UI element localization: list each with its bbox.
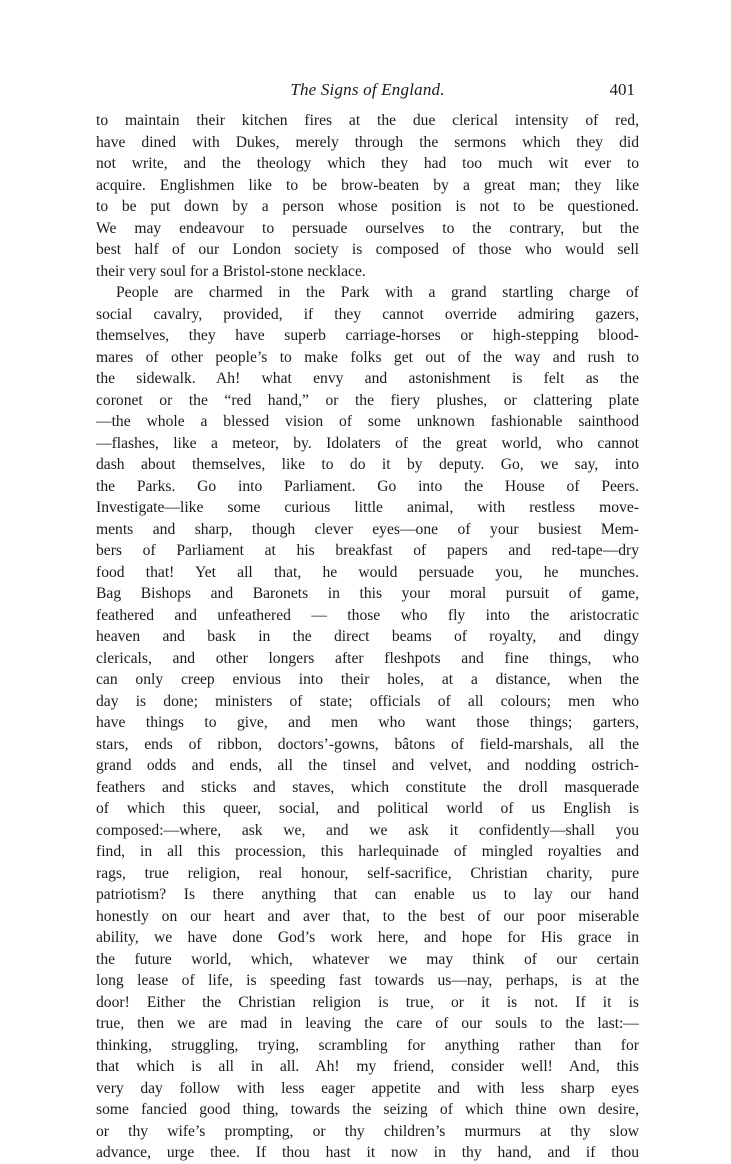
text-line: find, in all this procession, this harlequinade of mingled royalties and: [96, 843, 639, 860]
text-line: coronet or the “red hand,” or the fiery plushes, or clattering plate: [96, 391, 639, 409]
text-line: that which is all in all. Ah! my friend, consider well! And, this: [96, 1058, 639, 1075]
text-line: advance, urge thee. If thou hast it now in thy hand, and if thou: [96, 1144, 639, 1161]
text-line: rags, true religion, real honour, self-sacrifice, Christian charity, pure: [96, 864, 639, 882]
text-line: the sidewalk. Ah! what envy and astonishment is felt as the: [96, 370, 639, 387]
text-line: not write, and the theology which they had too much wit ever to: [96, 155, 639, 172]
text-line: the Parks. Go into Parliament. Go into the House of Peers.: [96, 477, 639, 495]
text-line: feathered and unfeathered — those who fly into the aristocratic: [96, 606, 639, 624]
text-line: some fancied good thing, towards the seizing of which thine own desire,: [96, 1101, 639, 1118]
text-line: to be put down by a person whose position is not to be questioned.: [96, 198, 639, 215]
text-line: day is done; ministers of state; officials of all colours; men who: [96, 692, 639, 710]
text-line: best half of our London society is composed of those who would sell: [96, 241, 639, 258]
text-line: People are charmed in the Park with a grand startling charge of: [116, 284, 639, 301]
text-line: dash about themselves, like to do it by deputy. Go, we say, into: [96, 456, 639, 473]
text-line: bers of Parliament at his breakfast of papers and red-tape—dry: [96, 542, 639, 559]
text-line: clericals, and other longers after fleshpots and fine things, who: [96, 649, 639, 667]
text-line: long lease of life, is speeding fast towards us—nay, perhaps, is at the: [96, 972, 639, 989]
text-line: We may endeavour to persuade ourselves to the contrary, but the: [96, 219, 639, 237]
text-line: their very soul for a Bristol-stone necklace.: [96, 262, 366, 280]
text-line: of which this queer, social, and political world of us English is: [96, 800, 639, 817]
text-line: patriotism? Is there anything that can enable us to lay our hand: [96, 886, 639, 903]
body-text: [96, 110, 639, 1164]
text-line: can only creep envious into their holes, at a distance, when the: [96, 671, 639, 688]
text-line: very day follow with less eager appetite and with less sharp eyes: [96, 1079, 639, 1097]
paragraph: [96, 110, 639, 282]
text-line: true, then we are mad in leaving the care of our souls to the last:—: [96, 1015, 639, 1032]
text-line: Investigate—like some curious little animal, with restless move-: [96, 499, 639, 516]
book-page: [96, 78, 639, 1164]
text-line: acquire. Englishmen like to be brow-beaten by a great man; they like: [96, 176, 639, 194]
text-line: to maintain their kitchen fires at the due clerical intensity of red,: [96, 112, 639, 129]
page-number: 401: [609, 80, 635, 99]
text-line: have things to give, and men who want those things; garters,: [96, 714, 639, 731]
text-line: composed:—where, ask we, and we ask it confidently—shall you: [96, 821, 639, 839]
text-line: grand odds and ends, all the tinsel and velvet, and nodding ostrich-: [96, 757, 639, 774]
text-line: mares of other people’s to make folks get out of the way and rush to: [96, 348, 639, 366]
text-line: themselves, they have superb carriage-horses or high-stepping blood-: [96, 327, 639, 344]
text-line: Bag Bishops and Baronets in this your moral pursuit of game,: [96, 585, 639, 602]
text-line: feathers and sticks and staves, which constitute the droll masquerade: [96, 778, 639, 796]
text-line: food that! Yet all that, he would persuade you, he munches.: [96, 563, 639, 581]
text-line: stars, ends of ribbon, doctors’-gowns, bâtons of field-marshals, all the: [96, 735, 639, 753]
text-line: door! Either the Christian religion is true, or it is not. If it is: [96, 993, 639, 1011]
text-line: the future world, which, whatever we may think of our certain: [96, 950, 639, 968]
text-line: —the whole a blessed vision of some unknown fashionable sainthood: [96, 413, 639, 430]
text-line: social cavalry, provided, if they cannot override admiring gazers,: [96, 305, 639, 323]
paragraph: [96, 282, 639, 1164]
text-line: thinking, struggling, trying, scrambling for anything rather than for: [96, 1036, 639, 1054]
text-line: —flashes, like a meteor, by. Idolaters of the great world, who cannot: [96, 434, 639, 452]
text-line: or thy wife’s prompting, or thy children’s murmurs at thy slow: [96, 1122, 639, 1140]
text-line: ability, we have done God’s work here, and hope for His grace in: [96, 929, 639, 946]
text-line: heaven and bask in the direct beams of royalty, and dingy: [96, 628, 639, 645]
text-line: have dined with Dukes, merely through the sermons which they did: [96, 133, 639, 151]
running-title: The Signs of England.: [290, 80, 445, 99]
text-line: honestly on our heart and aver that, to the best of our poor miserable: [96, 907, 639, 925]
running-head: [96, 78, 639, 102]
text-line: ments and sharp, though clever eyes—one of your busiest Mem-: [96, 520, 639, 538]
